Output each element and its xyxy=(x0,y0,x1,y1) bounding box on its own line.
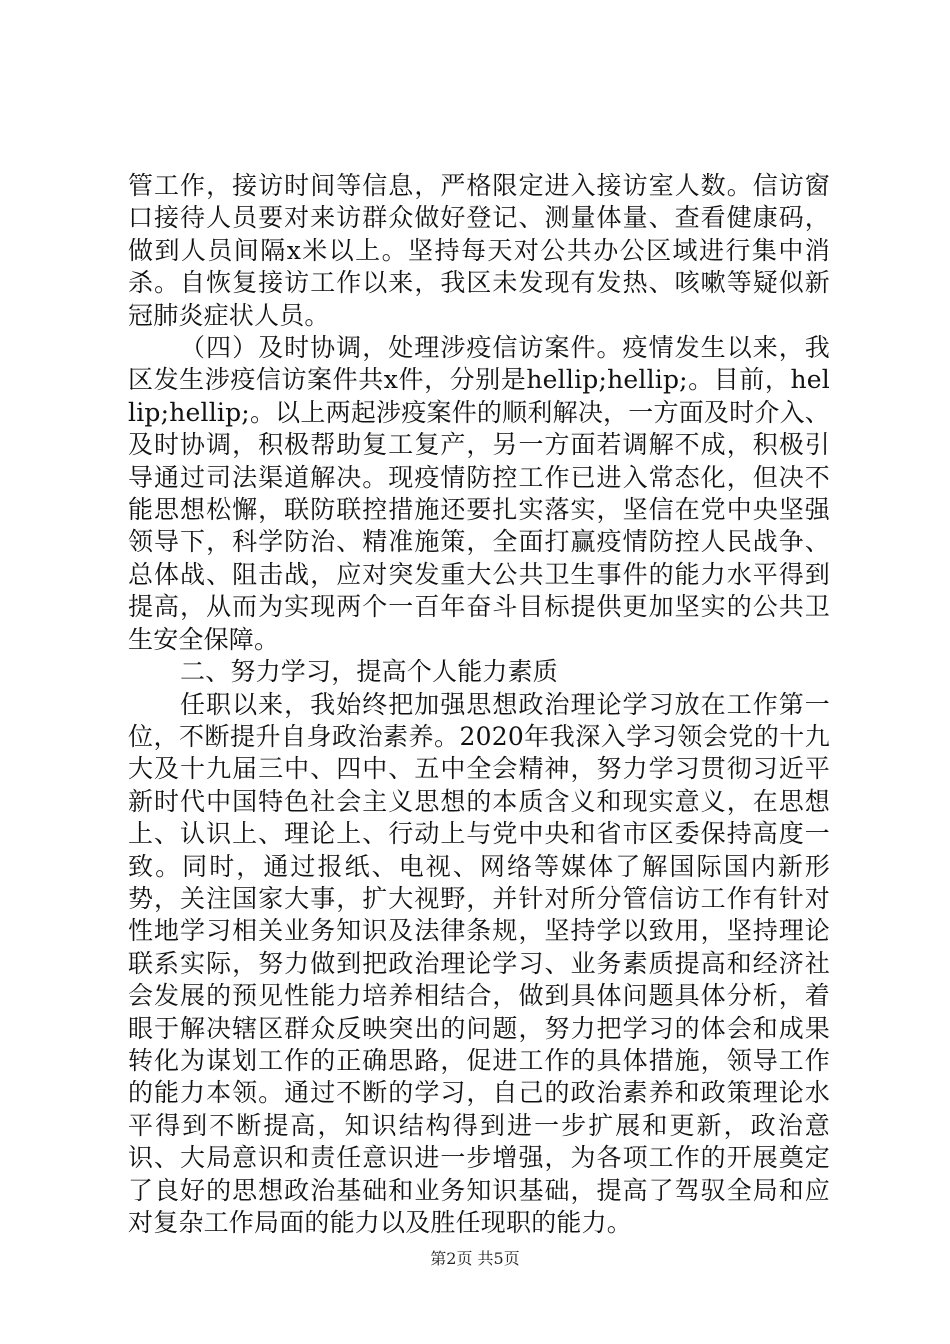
page-number-footer: 第2页 共5页 xyxy=(430,1249,520,1268)
paragraph-continuation: 管工作，接访时间等信息，严格限定进入接访室人数。信访窗口接待人员要对来访群众做好登记、测量体量、查看健康码，做到人员间隔x米以上。坚持每天对公共办公区域进行集中消杀。自恢复接访工作以来，我区未发现有发热、咳嗽等疑似新冠肺炎症状人员。 xyxy=(128,171,830,330)
paragraph-section-four: （四）及时协调，处理涉疫信访案件。疫情发生以来，我区发生涉疫信访案件共x件，分别是hellip;hellip;。目前，hellip;hellip;。以上两起涉疫案件的顺利解决，一方面及时介入、及时协调，积极帮助复工复产，另一方面若调解不成，积极引导通过司法渠道解决。现疫情防控工作已进入常态化，但决不能思想松懈，联防联控措施还要扎实落实，坚信在党中央坚强领导下，科学防治、精准施策，全面打赢疫情防控人民战争、总体战、阻击战，应对突发重大公共卫生事件的能力水平得到提高，从而为实现两个一百年奋斗目标提供更加坚实的公共卫生安全保障。 xyxy=(128,333,830,654)
section-heading: 二、努力学习，提高个人能力素质 xyxy=(180,657,559,687)
document-body xyxy=(128,170,830,1239)
paragraph-study: 任职以来，我始终把加强思想政治理论学习放在工作第一位，不断提升自身政治素养。2020年我深入学习领会党的十九大及十九届三中、四中、五中全会精神，努力学习贯彻习近平新时代中国特色社会主义思想的本质含义和现实意义，在思想上、认识上、理论上、行动上与党中央和省市区委保持高度一致。同时，通过报纸、电视、网络等媒体了解国际国内新形势，关注国家大事，扩大视野，并针对所分管信访工作有针对性地学习相关业务知识及法律条规，坚持学以致用，坚持理论联系实际，努力做到把政治理论学习、业务素质提高和经济社会发展的预见性能力培养相结合，做到具体问题具体分析，着眼于解决辖区群众反映突出的问题，努力把学习的体会和成果转化为谋划工作的正确思路，促进工作的具体措施，领导工作的能力本领。通过不断的学习，自己的政治素养和政策理论水平得到不断提高，知识结构得到进一步扩展和更新，政治意识、大局意识和责任意识进一步增强，为各项工作的开展奠定了良好的思想政治基础和业务知识基础，提高了驾驭全局和应对复杂工作局面的能力以及胜任现职的能力。 xyxy=(128,689,830,1237)
